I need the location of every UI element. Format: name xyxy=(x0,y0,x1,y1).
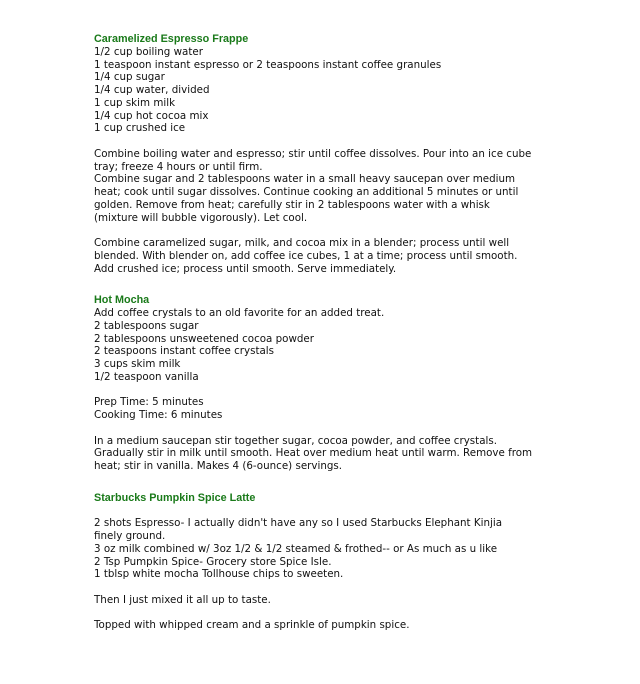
ingredient-item: 1 cup skim milk xyxy=(94,96,176,109)
ingredient-item: 3 cups skim milk xyxy=(94,358,181,370)
direction-line: blended. With blender on, add coffee ice cubes, 1 at a time; process until smooth. xyxy=(94,249,518,262)
cooking-time: Cooking Time: 6 minutes xyxy=(94,409,223,421)
ingredient-item: 1 teaspoon instant espresso or 2 teaspoons instant coffee granules xyxy=(94,58,442,71)
ingredient-item: 3 oz milk combined w/ 3oz 1/2 & 1/2 steamed & frothed-- or As much as u like xyxy=(94,542,498,555)
ingredient-item: 1 cup crushed ice xyxy=(94,122,186,135)
recipe-note: Topped with whipped cream and a sprinkle of pumpkin spice. xyxy=(94,619,410,632)
directions-paragraph xyxy=(94,148,614,225)
direction-line: tray; freeze 4 hours or until firm. xyxy=(94,160,263,173)
ingredient-item: 2 tablespoons unsweetened cocoa powder xyxy=(94,332,314,345)
direction-line: Combine caramelized sugar, milk, and cocoa mix in a blender; process until well xyxy=(94,237,510,249)
direction-line: Combine boiling water and espresso; stir until coffee dissolves. Pour into an ice cube xyxy=(94,147,532,160)
direction-line: Gradually stir in milk until smooth. Heat over medium heat until warm. Remove from xyxy=(94,447,533,460)
ingredient-item: finely ground. xyxy=(94,530,166,542)
recipe-pumpkin-spice-latte xyxy=(94,492,614,632)
recipe-intro: Add coffee crystals to an old favorite for an added treat. xyxy=(94,307,385,319)
ingredient-item: 2 tablespoons sugar xyxy=(94,319,199,332)
ingredient-list xyxy=(94,46,614,135)
prep-time: Prep Time: 5 minutes xyxy=(94,396,204,409)
direction-line: Combine sugar and 2 tablespoons water in a small heavy saucepan over medium xyxy=(94,173,516,186)
recipe-title: Hot Mocha xyxy=(94,294,150,307)
directions-paragraph xyxy=(94,435,614,473)
recipe-title: Caramelized Espresso Frappe xyxy=(94,33,249,45)
direction-line: heat; cook until sugar dissolves. Continue cooking an additional 5 minutes or until xyxy=(94,186,519,198)
recipe-note: Then I just mixed it all up to taste. xyxy=(94,593,271,606)
recipe-caramelized-espresso-frappe xyxy=(94,33,614,275)
ingredient-item: 1 tblsp white mocha Tollhouse chips to sweeten. xyxy=(94,568,344,581)
ingredient-list xyxy=(94,517,614,581)
direction-line: golden. Remove from heat; carefully stir in 2 tablespoons water with a whisk xyxy=(94,198,490,211)
ingredient-item: 1/4 cup sugar xyxy=(94,71,165,84)
recipe-title: Starbucks Pumpkin Spice Latte xyxy=(94,491,256,504)
ingredient-item: 2 Tsp Pumpkin Spice- Grocery store Spice Isle. xyxy=(94,555,332,568)
ingredient-item: 2 teaspoons instant coffee crystals xyxy=(94,345,275,358)
ingredient-item: 1/4 cup hot cocoa mix xyxy=(94,109,209,122)
time-info xyxy=(94,396,614,422)
directions-paragraph xyxy=(94,237,614,275)
direction-line: In a medium saucepan stir together sugar, cocoa powder, and coffee crystals. xyxy=(94,434,498,447)
ingredient-item: 1/2 teaspoon vanilla xyxy=(94,370,199,383)
ingredient-item: 1/2 cup boiling water xyxy=(94,45,203,58)
ingredient-item: 1/4 cup water, divided xyxy=(94,84,210,96)
recipe-hot-mocha xyxy=(94,294,614,473)
ingredient-list xyxy=(94,320,614,384)
recipe-document xyxy=(94,33,614,632)
ingredient-item: 2 shots Espresso- I actually didn't have any so I used Starbucks Elephant Kinjia xyxy=(94,517,503,530)
direction-line: (mixture will bubble vigorously). Let cool. xyxy=(94,211,308,224)
direction-line: heat; stir in vanilla. Makes 4 (6-ounce) servings. xyxy=(94,460,343,472)
direction-line: Add crushed ice; process until smooth. Serve immediately. xyxy=(94,262,397,275)
